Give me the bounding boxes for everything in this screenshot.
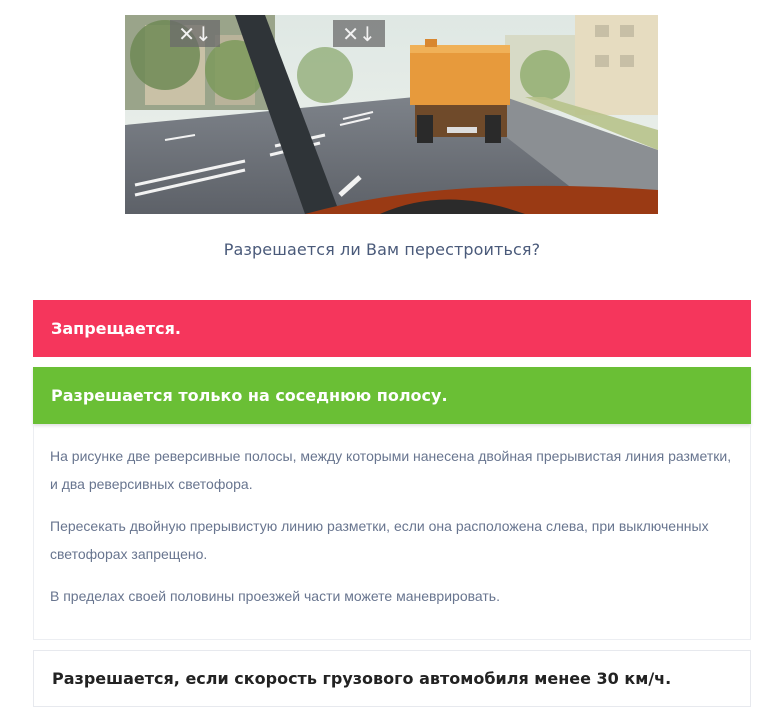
explanation-paragraph: Пересекать двойную прерывистую линию разметки, если она расположена слева, при выключенных светофорах запрещено. [50, 518, 709, 562]
explanation-panel [33, 424, 751, 640]
explanation-paragraph: В пределах своей половины проезжей части можете маневрировать. [50, 588, 500, 604]
question-image [125, 15, 658, 214]
answer-label: Разрешается, если скорость грузового автомобиля менее 30 км/ч. [52, 669, 672, 688]
answer-option-2[interactable] [33, 367, 751, 424]
question-text: Разрешается ли Вам перестроиться? [223, 240, 541, 259]
signal-left-glyphs: ✕↓ [178, 22, 212, 46]
answer-option-1[interactable] [33, 300, 751, 357]
signal-right-glyphs: ✕↓ [342, 22, 376, 46]
answer-label: Разрешается только на соседнюю полосу. [51, 386, 448, 405]
answer-label: Запрещается. [51, 319, 181, 338]
explanation-paragraph: На рисунке две реверсивные полосы, между которыми нанесена двойная прерывистая линия разметки, и два реверсивных светофора. [50, 448, 732, 492]
answer-option-3[interactable] [33, 650, 751, 707]
